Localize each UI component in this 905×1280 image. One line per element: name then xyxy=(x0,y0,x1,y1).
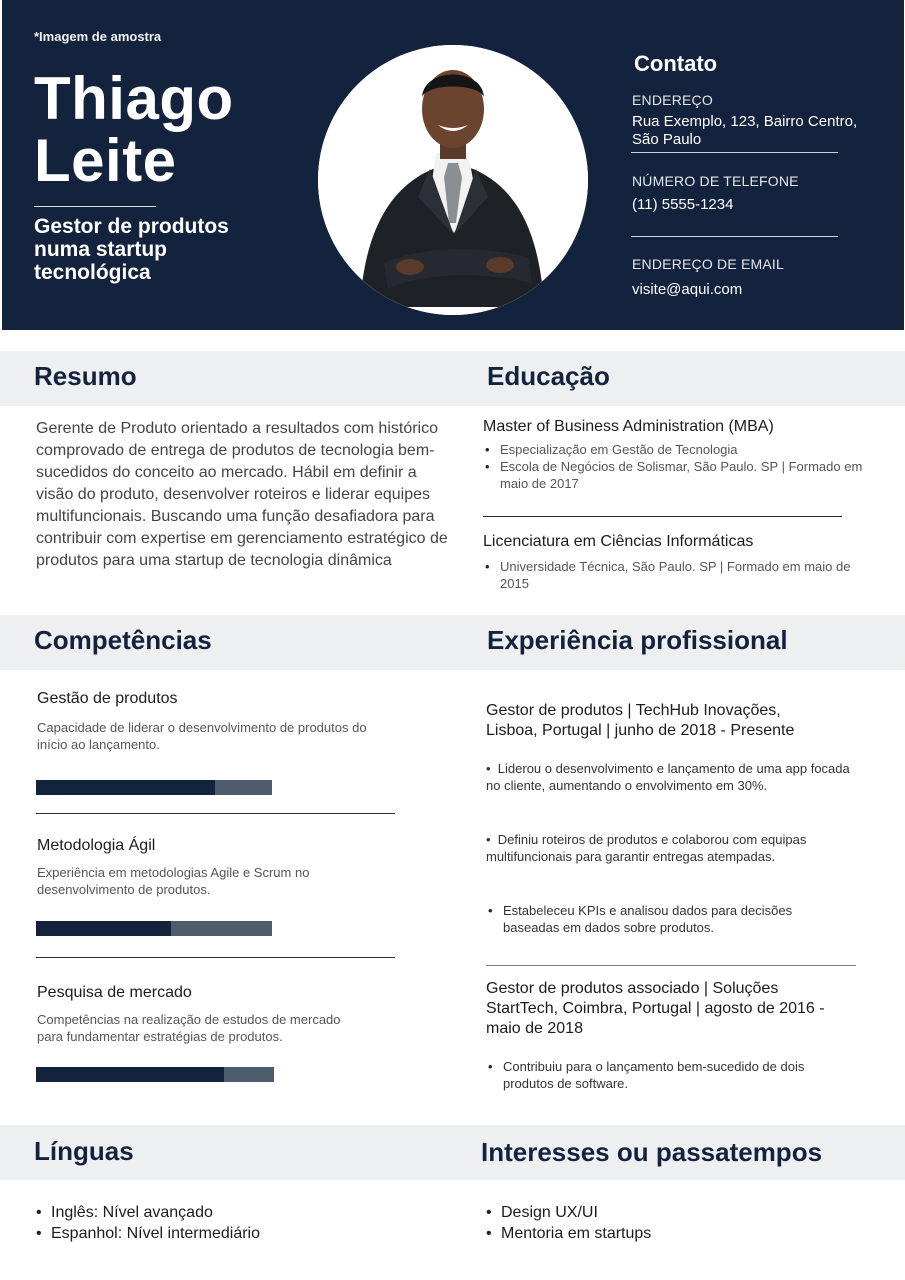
sample-image-note: *Imagem de amostra xyxy=(34,29,162,44)
skill-level-fill xyxy=(36,1067,224,1082)
bullet-icon: • xyxy=(486,761,498,776)
skill-description: Competências na realização de estudos de mercado para fundamentar estratégias de produtos. xyxy=(37,1012,341,1044)
list-item: • Espanhol: Nível intermediário xyxy=(34,1223,414,1244)
contact-title: Contato xyxy=(634,51,718,76)
bullet-icon: • xyxy=(486,832,498,847)
contact-divider xyxy=(631,152,838,153)
email-label: ENDEREÇO DE EMAIL xyxy=(632,256,784,272)
list-item: • Universidade Técnica, São Paulo. SP | Formado em maio de 2015 xyxy=(483,558,863,592)
email-value: visite@aqui.com xyxy=(632,281,743,298)
contact-divider xyxy=(631,236,838,237)
list-item: • Contribuiu para o lançamento bem-sucedido de dois produtos de software. xyxy=(486,1058,846,1092)
summary-title: Resumo xyxy=(34,361,137,391)
address-label: ENDEREÇO xyxy=(632,92,713,108)
list-item: • Inglês: Nível avançado xyxy=(34,1202,414,1223)
list-item: • Especialização em Gestão de Tecnologia xyxy=(483,441,863,458)
profile-photo xyxy=(318,45,588,315)
skills-title: Competências xyxy=(34,625,212,655)
job-bullet xyxy=(486,902,846,936)
education-item xyxy=(483,532,863,592)
person-photo-illustration xyxy=(318,45,588,315)
job-bullet-text: Definiu roteiros de produtos e colaborou com equipas multifuncionais para garantir entregas atempadas. xyxy=(486,832,807,864)
education-details xyxy=(483,558,863,592)
education-details xyxy=(483,441,863,492)
list-item: • Estabeleceu KPIs e analisou dados para decisões baseadas em dados sobre produtos. xyxy=(486,902,846,936)
skill-name: Pesquisa de mercado xyxy=(37,984,192,1001)
skill-name: Metodologia Ágil xyxy=(37,837,156,854)
job-subtitle: Gestor de produtos numa startup tecnológica xyxy=(34,215,229,284)
list-item: • Mentoria em startups xyxy=(484,1223,864,1244)
job-bullet xyxy=(486,1058,846,1092)
job-bullet xyxy=(486,760,866,794)
skill-divider xyxy=(36,957,395,958)
summary-text: Gerente de Produto orientado a resultados com histórico comprovado de entrega de produtos de tecnologia bem-sucedidos do conceito ao mercado. Hábil em definir a visão do produto, desenvolver roteiros e liderar equipes multifuncionais. Buscando uma função desafiadora para contribuir com expertise em gerenciamento estratégico de produtos para uma startup de tecnologia dinâmica xyxy=(36,420,448,569)
experience-title: Experiência profissional xyxy=(487,625,788,655)
first-name: Thiago xyxy=(34,65,234,132)
skill-description: Capacidade de liderar o desenvolvimento de produtos do início ao lançamento. xyxy=(37,720,367,752)
skill-level-fill xyxy=(36,921,171,936)
job-bullet-text: Liderou o desenvolvimento e lançamento de uma app focada no cliente, aumentando o envolvimento em 30%. xyxy=(486,761,850,793)
education-degree: Master of Business Administration (MBA) xyxy=(483,418,774,435)
name-divider xyxy=(34,206,156,207)
address-value: Rua Exemplo, 123, Bairro Centro, São Paulo xyxy=(632,113,858,148)
phone-value: (11) 5555-1234 xyxy=(632,196,734,213)
skill-level-fill xyxy=(36,780,215,795)
skill-name: Gestão de produtos xyxy=(37,690,178,707)
job-bullet xyxy=(486,831,866,865)
phone-label: NÚMERO DE TELEFONE xyxy=(632,173,799,189)
languages-list xyxy=(34,1202,414,1244)
person-name xyxy=(34,65,234,194)
interests-list xyxy=(484,1202,864,1244)
list-item: • Design UX/UI xyxy=(484,1202,864,1223)
last-name: Leite xyxy=(34,127,177,194)
languages-title: Línguas xyxy=(34,1136,134,1166)
skill-description: Experiência em metodologias Agile e Scrum no desenvolvimento de produtos. xyxy=(37,865,310,897)
skill-level-bar xyxy=(36,780,272,795)
skill-divider xyxy=(36,813,395,814)
interests-title: Interesses ou passatempos xyxy=(481,1137,823,1167)
job-title: Gestor de produtos associado | Soluções StartTech, Coimbra, Portugal | agosto de 2016 - maio de 2018 xyxy=(486,980,825,1037)
education-degree: Licenciatura em Ciências Informáticas xyxy=(483,533,754,550)
education-title: Educação xyxy=(487,361,610,391)
job-title: Gestor de produtos | TechHub Inovações, Lisboa, Portugal | junho de 2018 - Presente xyxy=(486,702,795,739)
education-divider xyxy=(483,516,842,517)
skill-level-bar xyxy=(36,921,272,936)
education-item xyxy=(483,417,863,492)
list-item: • Escola de Negócios de Solismar, São Paulo. SP | Formado em maio de 2017 xyxy=(483,458,863,492)
experience-divider xyxy=(486,965,856,966)
skill-level-bar xyxy=(36,1067,274,1082)
